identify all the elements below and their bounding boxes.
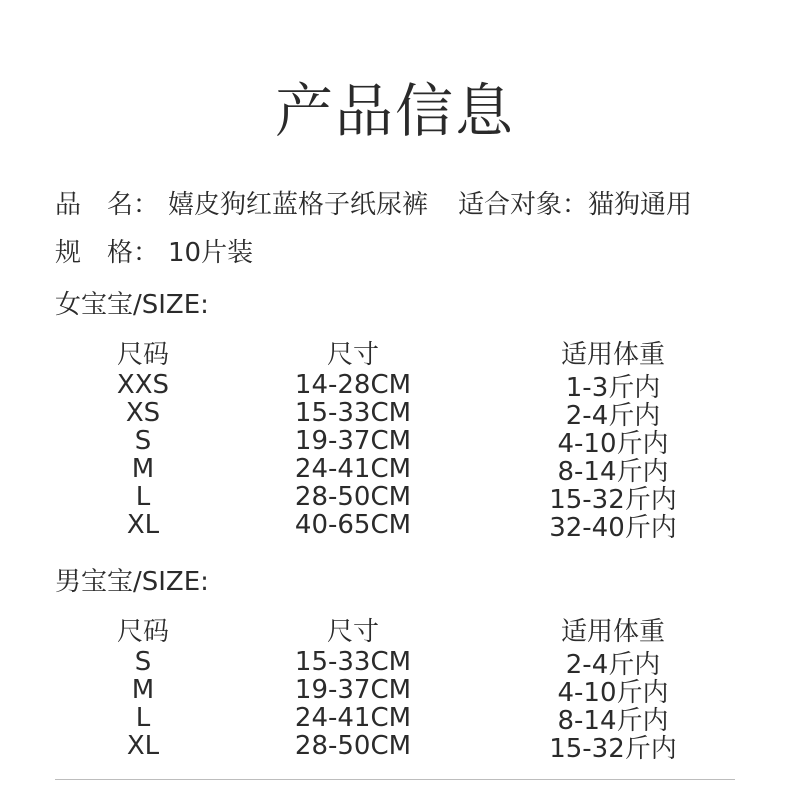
dimension-cell: 15-33CM [294,398,412,428]
dimension-cell: 24-41CM [294,454,412,484]
table-row [0,510,790,543]
dimension-cell: 28-50CM [294,731,412,761]
weight-cell: 8-14斤内 [557,705,669,736]
column-header-dimension: 尺寸 [326,339,379,370]
dimension-cell: 14-28CM [294,370,412,400]
girl-size-table [0,333,790,543]
table-header [0,333,790,371]
spec-row [55,232,253,269]
weight-cell: 1-3斤内 [565,372,661,403]
weight-cell: 2-4斤内 [565,400,661,431]
dimension-cell: 28-50CM [294,482,412,512]
product-name-label: 品 名： [55,190,160,220]
column-header-weight: 适用体重 [560,339,665,370]
weight-cell: 8-14斤内 [557,456,669,487]
spec-label: 规 格： [55,238,160,268]
weight-cell: 32-40斤内 [549,512,677,543]
size-cell: XL [126,731,160,761]
weight-cell: 2-4斤内 [565,649,661,680]
column-header-size: 尺码 [116,616,169,647]
dimension-cell: 19-37CM [294,675,412,705]
girl-size-heading: 女宝宝/SIZE: [55,290,209,320]
size-cell: XXS [116,370,170,400]
weight-cell: 15-32斤内 [549,733,677,764]
column-header-weight: 适用体重 [560,616,665,647]
size-cell: M [131,675,155,705]
column-header-size: 尺码 [116,339,169,370]
boy-size-heading: 男宝宝/SIZE: [55,567,209,597]
table-header [0,610,790,648]
table-row [0,731,790,764]
dimension-cell: 19-37CM [294,426,412,456]
size-cell: L [135,703,151,733]
dimension-cell: 15-33CM [294,647,412,677]
column-header-dimension: 尺寸 [326,616,379,647]
product-name-value: 嬉皮狗红蓝格子纸尿裤 [168,190,429,220]
target-value: 猫狗通用 [588,190,693,220]
size-cell: S [134,647,152,677]
size-cell: XL [126,510,160,540]
weight-cell: 4-10斤内 [557,677,669,708]
size-cell: M [131,454,155,484]
product-name-row [55,184,692,221]
size-cell: XS [125,398,161,428]
page-title: 产品信息 [274,77,515,145]
dimension-cell: 40-65CM [294,510,412,540]
weight-cell: 4-10斤内 [557,428,669,459]
bottom-divider [55,779,735,780]
size-cell: S [134,426,152,456]
target-label: 适合对象： [458,190,589,220]
weight-cell: 15-32斤内 [549,484,677,515]
spec-value: 10片装 [168,238,254,268]
boy-size-table [0,610,790,764]
dimension-cell: 24-41CM [294,703,412,733]
size-cell: L [135,482,151,512]
